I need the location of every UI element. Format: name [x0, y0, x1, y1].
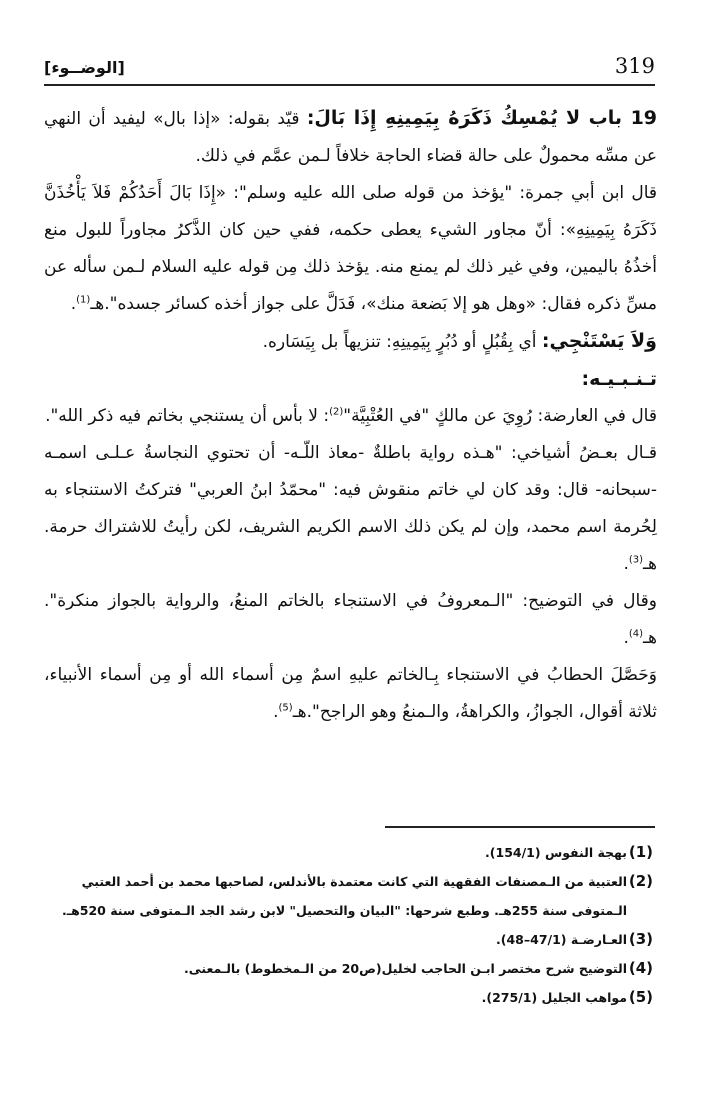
paragraph-1	[44, 100, 657, 175]
footnote-item	[44, 925, 653, 954]
footnote-text: بهجة النفوس (154/1).	[485, 845, 627, 860]
footnote-ref-4[interactable]: (4)	[628, 628, 644, 640]
footnote-text: التوضيح شرح مختصر ابـن الحاجب لخليل(ص20 من الـمخطوط) بالـمعنى.	[184, 961, 627, 976]
footnotes	[44, 838, 653, 1012]
paragraph-7: وَحَصَّلَ الحطابُ في الاستنجاء بِـالخاتم عليهِ اسمٌ مِن أسماء الله أو مِن أسماء الأنبياء، ثلاثة أقوال، الجوازُ، والكراهةُ، والـمنعُ وهو الراجح".هـ$^{(5)}$.	[44, 665, 657, 722]
paragraph-5-text: قـال بعـضُ أشياخي: "هـذه رواية باطلةٌ -معاذ اللّـه- أن تحتوي النجاسةُ عـلـى اسمـه -سبحانه- قال: وقد كان لي خاتم منقوش فيه: "محمّدُ ابنُ العربي" فتركتُ الاستنجاء به لِحُرمة اسم محمد، وإن لم يكن ذلك الاسم الكريم الشريف، لكن رأيتُ للاشتراك حرمة. هـ	[44, 443, 657, 574]
running-title: [الوضــوء]	[44, 58, 125, 77]
body-text	[44, 100, 657, 731]
footnote-number: (5)	[628, 988, 653, 1006]
footnote-ref-3[interactable]: (3)	[628, 554, 644, 566]
footnote-item	[44, 838, 653, 867]
footnote-ref-5[interactable]: (5)	[278, 702, 293, 714]
page-number: 319	[614, 54, 655, 78]
paragraph-2: قال ابن أبي جمرة: "يؤخذ من قوله صلى الله عليه وسلم": «إِذَا بَالَ أَحَدُكُمْ فَلاَ يَأْخُذَنَّ ذَكَرَهُ بِيَمِينِهِ»: أنّ مجاور الشيء يعطى حكمه، ففي حين كان الذَّكرُ مجاوراً للبول منع أخذُهُ باليمين، وفي غير ذلك لم يمنع منه. يؤخذ ذلك مِن قوله عليه السلام لـمن سأله عن مسِّ ذكره فقال: «وهل هو إلا بَضعة منك»، فَدَلَّ على جواز أخذه كسائر جسده".هـ$^{(1)}$.	[44, 183, 657, 314]
footnote-ref-2[interactable]: (2)	[329, 406, 344, 418]
footnote-number: (3)	[628, 930, 653, 948]
paragraph-6: وقال في التوضيح: "الـمعروفُ في الاستنجاء بالخاتم المنعُ، والرواية بالجواز منكرة". هـ$^{(4)}$.	[44, 591, 657, 648]
sub-heading: وَلاَ يَسْتَنْجِي:	[541, 330, 657, 352]
paragraph-1-text: قيّد بقوله: «إذا بال» ليفيد أن النهي عن مسِّه محمولٌ على حالة قضاء الحاجة خلافاً لـمن عمَّم في ذلك.	[44, 109, 657, 166]
paragraph-2-text: قال ابن أبي جمرة: "يؤخذ من قوله صلى الله عليه وسلم": «إِذَا بَالَ أَحَدُكُمْ فَلاَ يَأْخُذَنَّ ذَكَرَهُ بِيَمِينِهِ»: أنّ مجاور الشيء يعطى حكمه، ففي حين كان الذَّكرُ مجاوراً للبول منع أخذُهُ باليمين، وفي غير ذلك لم يمنع منه. يؤخذ ذلك مِن قوله عليه السلام لـمن سأله عن مسِّ ذكره فقال: «وهل هو إلا بَضعة منك»، فَدَلَّ على جواز أخذه كسائر جسده".هـ	[44, 183, 657, 314]
footnote-item	[44, 954, 653, 983]
section-title: تـنـبـيـه:	[581, 368, 657, 390]
paragraph-4-text-b: : لا بأس أن يستنجي بخاتم فيه ذكر الله".	[45, 406, 330, 426]
paragraph-4-text-a: قال في العارضة: رُوِيَ عن مالكٍ "في العُتْبِيَّة"	[343, 406, 657, 426]
paragraph-5: قـال بعـضُ أشياخي: "هـذه رواية باطلةٌ -معاذ اللّـه- أن تحتوي النجاسةُ عـلـى اسمـه -سبحانه- قال: وقد كان لي خاتم منقوش فيه: "محمّدُ ابنُ العربي" فتركتُ الاستنجاء به لِحُرمة اسم محمد، وإن لم يكن ذلك الاسم الكريم الشريف، لكن رأيتُ للاشتراك حرمة. هـ$^{(3)}$.	[44, 443, 657, 574]
footnote-item	[44, 983, 653, 1012]
paragraph-4	[44, 398, 657, 435]
paragraph-6-text: وقال في التوضيح: "الـمعروفُ في الاستنجاء بالخاتم المنعُ، والرواية بالجواز منكرة". هـ	[44, 591, 657, 648]
paragraph-3	[44, 323, 657, 361]
footnote-number: (2)	[628, 872, 653, 890]
footnote-ref-1[interactable]: (1)	[76, 294, 91, 306]
footnote-number: (1)	[628, 843, 653, 861]
footnote-text: العتبية من الـمصنفات الفقهية التي كانت معتمدة بالأندلس، لصاحبها محمد بن أحمد العتبي الـمتوفى سنة 255هـ. وطبع شرحها: "البيان والتحصيل" لابن رشد الجد الـمتوفى سنة 520هـ.	[62, 874, 627, 918]
footnote-number: (4)	[628, 959, 653, 977]
footnote-text: مواهب الجليل (275/1).	[481, 990, 627, 1005]
footnote-divider	[385, 826, 655, 828]
footnote-item	[44, 867, 653, 925]
page-header	[44, 54, 655, 86]
chapter-heading: 19 باب لا يُمْسِكُ ذَكَرَهُ بِيَمِينِهِ إِذَا بَالَ:	[306, 107, 658, 129]
footnote-text: العـارضـة (47/1–48).	[496, 932, 627, 947]
paragraph-7-text: وَحَصَّلَ الحطابُ في الاستنجاء بِـالخاتم عليهِ اسمٌ مِن أسماء الله أو مِن أسماء الأنبياء، ثلاثة أقوال، الجوازُ، والكراهةُ، والـمنعُ وهو الراجح".هـ	[44, 665, 657, 722]
paragraph-3-text: أي بِقُبُلٍ أو دُبُرٍ بِيَمِينِهِ: تنزيهاً بل بِيَسَاره.	[262, 332, 542, 352]
